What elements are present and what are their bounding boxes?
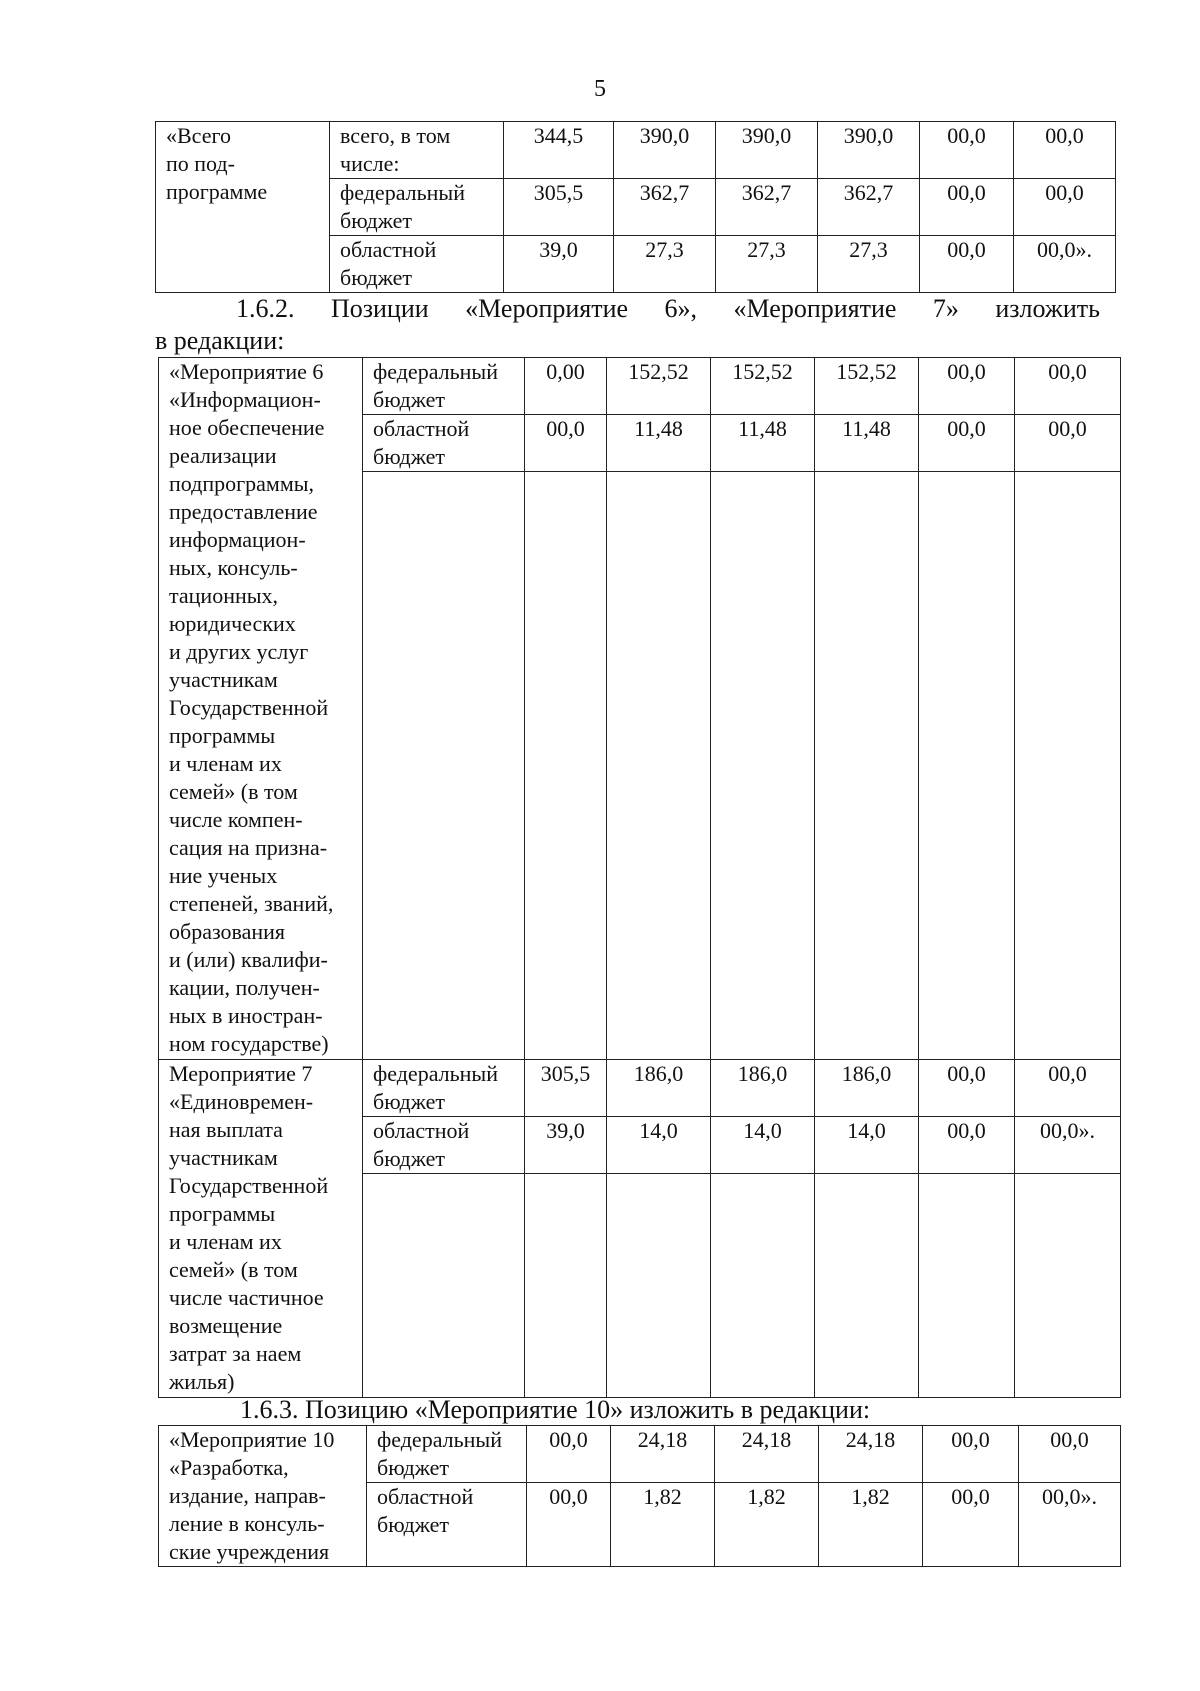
empty-cell xyxy=(919,1174,1015,1398)
empty-cell xyxy=(525,472,607,1060)
clause-1-6-3: 1.6.3. Позицию «Мероприятие 10» изложить в редакции: xyxy=(240,1395,871,1424)
value-cell: 27,3 xyxy=(716,236,818,293)
value-cell: 11,48 xyxy=(607,415,711,472)
clause-1-6-2-line1: 1.6.2. Позиции «Мероприятие 6», «Мероприятие 7» изложить xyxy=(236,294,1100,323)
value-cell: 00,0 xyxy=(923,1483,1019,1567)
value-cell: 00,0 xyxy=(1015,415,1121,472)
value-cell: 00,0 xyxy=(920,122,1014,179)
funding-source: федеральный бюджет xyxy=(363,1060,525,1117)
value-cell: 14,0 xyxy=(711,1117,815,1174)
value-cell: 14,0 xyxy=(815,1117,919,1174)
value-cell: 390,0 xyxy=(614,122,716,179)
funding-source: областной бюджет xyxy=(330,236,504,293)
value-cell: 00,0 xyxy=(1014,122,1116,179)
value-cell: 24,18 xyxy=(819,1426,923,1483)
value-cell: 00,0 xyxy=(920,179,1014,236)
measures-6-7-table xyxy=(158,357,1121,1398)
value-cell: 1,82 xyxy=(819,1483,923,1567)
value-cell: 362,7 xyxy=(614,179,716,236)
funding-source: федеральный бюджет xyxy=(330,179,504,236)
value-cell: 00,0 xyxy=(1014,179,1116,236)
value-cell: 362,7 xyxy=(716,179,818,236)
empty-cell xyxy=(711,1174,815,1398)
value-cell: 186,0 xyxy=(815,1060,919,1117)
value-cell: 00,0 xyxy=(920,236,1014,293)
empty-cell xyxy=(525,1174,607,1398)
empty-cell xyxy=(1015,1174,1121,1398)
empty-cell xyxy=(363,472,525,1060)
measure-10-label: «Мероприятие 10 «Разработка, издание, направ- ление в консуль- ские учреждения xyxy=(159,1426,367,1567)
value-cell: 00,0». xyxy=(1015,1117,1121,1174)
value-cell: 390,0 xyxy=(818,122,920,179)
page-number: 5 xyxy=(594,76,606,102)
value-cell: 00,0 xyxy=(919,415,1015,472)
empty-cell xyxy=(711,472,815,1060)
clause-1-6-2-line2: в редакции: xyxy=(155,326,285,355)
empty-cell xyxy=(607,1174,711,1398)
subprogram-total-table xyxy=(155,121,1116,293)
value-cell: 00,0 xyxy=(527,1426,611,1483)
value-cell: 39,0 xyxy=(504,236,614,293)
funding-source: областной бюджет xyxy=(367,1483,527,1567)
empty-cell xyxy=(815,1174,919,1398)
value-cell: 152,52 xyxy=(815,358,919,415)
value-cell: 1,82 xyxy=(715,1483,819,1567)
funding-source: областной бюджет xyxy=(363,415,525,472)
value-cell: 11,48 xyxy=(711,415,815,472)
value-cell: 14,0 xyxy=(607,1117,711,1174)
value-cell: 00,0 xyxy=(527,1483,611,1567)
empty-cell xyxy=(607,472,711,1060)
value-cell: 186,0 xyxy=(711,1060,815,1117)
value-cell: 390,0 xyxy=(716,122,818,179)
value-cell: 39,0 xyxy=(525,1117,607,1174)
value-cell: 00,0 xyxy=(1015,358,1121,415)
value-cell: 305,5 xyxy=(525,1060,607,1117)
empty-cell xyxy=(919,472,1015,1060)
value-cell: 00,0 xyxy=(919,1117,1015,1174)
measure-6-label: «Мероприятие 6 «Информацион- ное обеспечение реализации подпрограммы, предоставление информацион- ных, консуль- тационных, юридических и других услуг участникам Государственной программы и членам их семей» (в том числе компен- сация на призна- ние ученых степеней, званий, образования и (или) квалифи- кации, получен- ных в иностран- ном государстве) xyxy=(159,358,363,1060)
empty-cell xyxy=(1015,472,1121,1060)
value-cell: 152,52 xyxy=(711,358,815,415)
funding-source: федеральный бюджет xyxy=(363,358,525,415)
value-cell: 00,0 xyxy=(919,1060,1015,1117)
empty-cell xyxy=(815,472,919,1060)
value-cell: 186,0 xyxy=(607,1060,711,1117)
measure-10-table xyxy=(158,1425,1121,1567)
measure-7-label: Мероприятие 7 «Единовремен- ная выплата участникам Государственной программы и членам их семей» (в том числе частичное возмещение затрат за наем жилья) xyxy=(159,1060,363,1398)
value-cell: 24,18 xyxy=(611,1426,715,1483)
value-cell: 00,0 xyxy=(1019,1426,1121,1483)
value-cell: 1,82 xyxy=(611,1483,715,1567)
value-cell: 152,52 xyxy=(607,358,711,415)
value-cell: 344,5 xyxy=(504,122,614,179)
value-cell: 27,3 xyxy=(818,236,920,293)
row-label-total: «Всего по под- программе xyxy=(156,122,330,293)
funding-source: всего, в том числе: xyxy=(330,122,504,179)
value-cell: 00,0». xyxy=(1019,1483,1121,1567)
value-cell: 00,0 xyxy=(1015,1060,1121,1117)
value-cell: 362,7 xyxy=(818,179,920,236)
value-cell: 00,0 xyxy=(525,415,607,472)
value-cell: 24,18 xyxy=(715,1426,819,1483)
value-cell: 11,48 xyxy=(815,415,919,472)
value-cell: 305,5 xyxy=(504,179,614,236)
value-cell: 0,00 xyxy=(525,358,607,415)
value-cell: 27,3 xyxy=(614,236,716,293)
value-cell: 00,0 xyxy=(919,358,1015,415)
value-cell: 00,0 xyxy=(923,1426,1019,1483)
funding-source: областной бюджет xyxy=(363,1117,525,1174)
empty-cell xyxy=(363,1174,525,1398)
funding-source: федеральный бюджет xyxy=(367,1426,527,1483)
value-cell: 00,0». xyxy=(1014,236,1116,293)
